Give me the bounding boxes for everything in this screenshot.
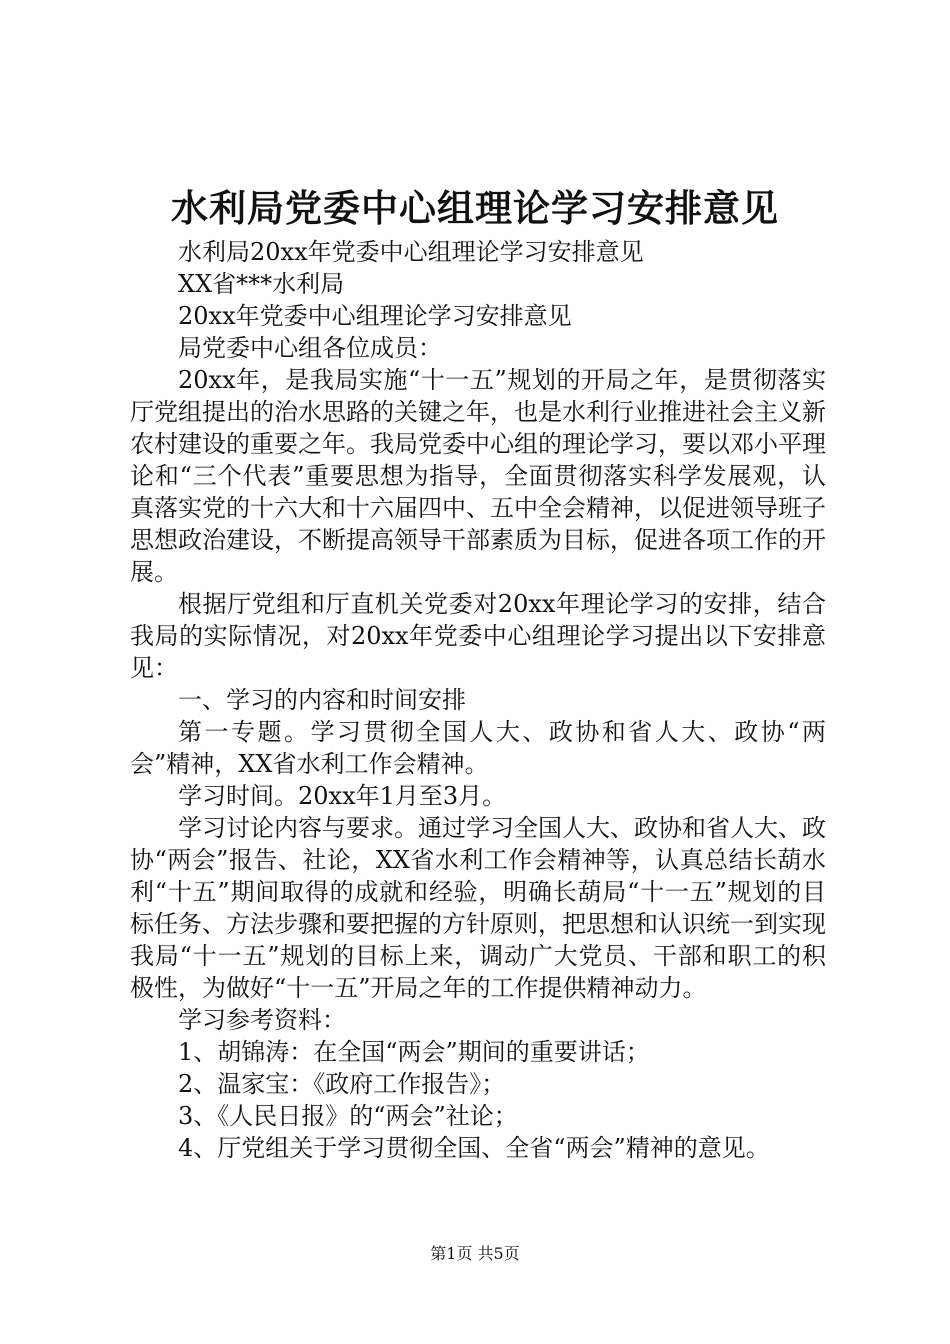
list-item: 4、厅党组关于学习贯彻全国、全省“两会”精神的意见。 [178, 1134, 770, 1162]
paragraph-subtitle: 水利局20xx年党委中心组理论学习安排意见 [178, 238, 644, 266]
list-item: 3、《人民日报》的“两会”社论； [178, 1102, 518, 1130]
list-item: 2、温家宝：《政府工作报告》； [178, 1070, 506, 1098]
page-number-footer: 第1页 共5页 [430, 1244, 520, 1263]
paragraph-basis: 根据厅党组和厅直机关党委对20xx年理论学习的安排，结合我局的实际情况，对20xx年党委中心组理论学习提出以下安排意见： [130, 590, 826, 682]
paragraph-topic-one: 第一专题。学习贯彻全国人大、政协和省人大、政协“两会”精神，XX省水利工作会精神。 [130, 718, 826, 778]
document-title: 水利局党委中心组理论学习安排意见 [171, 186, 779, 230]
paragraph-study-content: 学习讨论内容与要求。通过学习全国人大、政协和省人大、政协“两会”报告、社论，XX省水利工作会精神等，认真总结长葫水利“十五”期间取得的成就和经验，明确长葫局“十一五”规划的目标任务、方法步骤和要把握的方针原则，把思想和认识统一到实现我局“十一五”规划的目标上来，调动广大党员、干部和职工的积极性，为做好“十一五”开局之年的工作提供精神动力。 [130, 814, 826, 1002]
paragraph-issuer: XX省***水利局 [178, 270, 345, 298]
list-item: 1、胡锦涛：在全国“两会”期间的重要讲话； [178, 1038, 650, 1066]
paragraph-heading: 20xx年党委中心组理论学习安排意见 [178, 302, 572, 330]
paragraph-reference-heading: 学习参考资料： [178, 1006, 346, 1034]
paragraph-intro: 20xx年，是我局实施“十一五”规划的开局之年，是贯彻落实厅党组提出的治水思路的关键之年，也是水利行业推进社会主义新农村建设的重要之年。我局党委中心组的理论学习，要以邓小平理论和“三个代表”重要思想为指导，全面贯彻落实科学发展观，认真落实党的十六大和十六届四中、五中全会精神，以促进领导班子思想政治建设，不断提高领导干部素质为目标，促进各项工作的开展。 [130, 366, 826, 586]
paragraph-salutation: 局党委中心组各位成员： [178, 334, 442, 362]
section-heading: 一、学习的内容和时间安排 [178, 686, 466, 714]
paragraph-study-time: 学习时间。20xx年1月至3月。 [178, 782, 507, 810]
document-body [130, 236, 826, 1164]
